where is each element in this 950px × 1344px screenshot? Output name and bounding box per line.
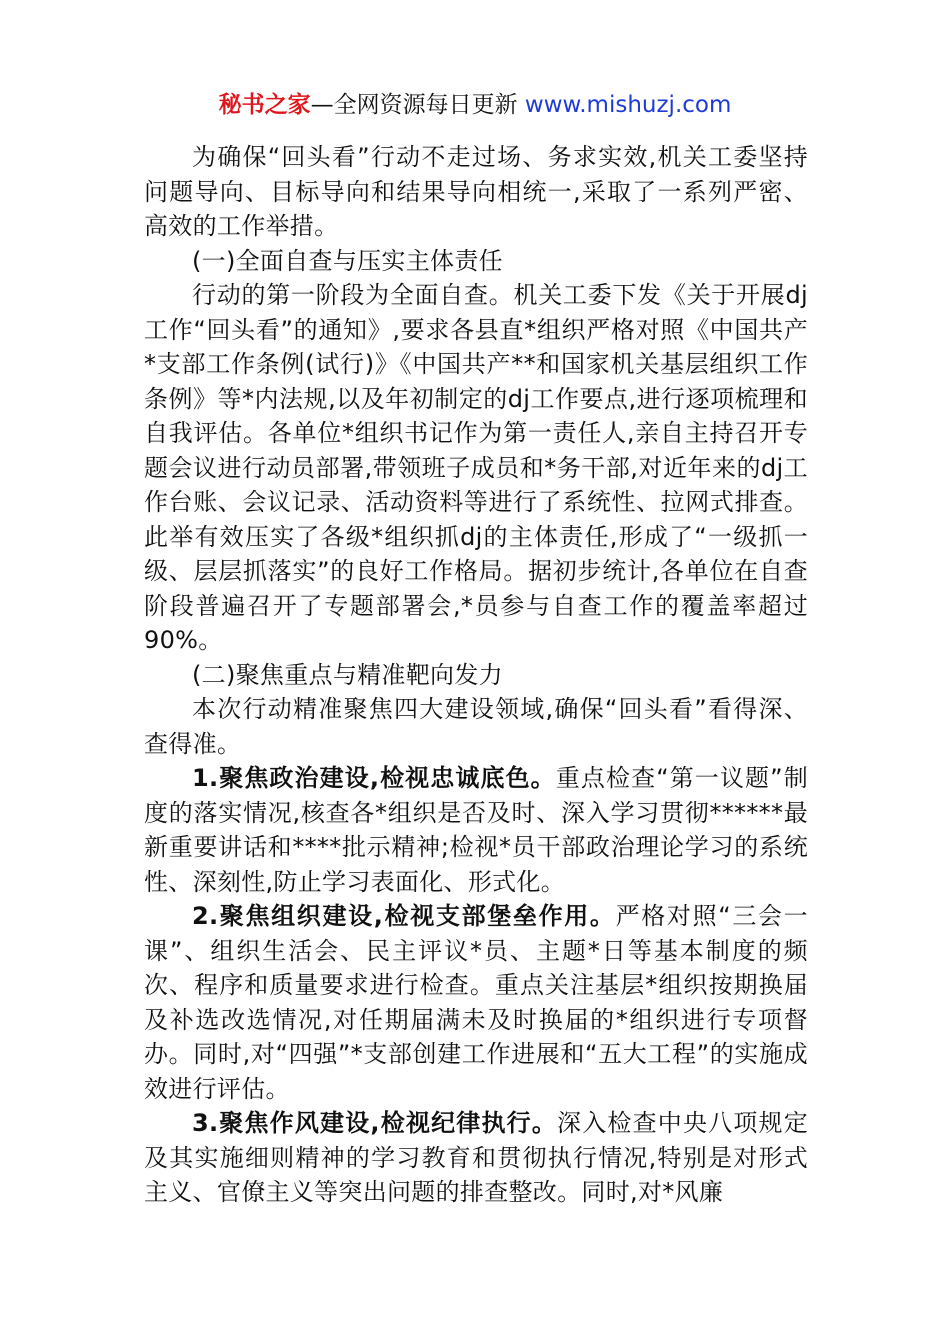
document-body (144, 140, 808, 1210)
paragraph-text: 重点检查“第一议题”制度的落实情况,核查各*组织是否及时、深入学习贯彻******最新重要讲话和****批示精神;检视*员干部政治理论学习的系统性、深刻性,防止学习表面化、形式化。 (144, 764, 809, 896)
paragraph-lead: 2.聚焦组织建设,检视支部堡垒作用。 (192, 902, 616, 930)
page-header (0, 88, 950, 122)
paragraph-text: 严格对照“三会一课”、组织生活会、民主评议*员、主题*日等基本制度的频次、程序和质量要求进行检查。重点关注基层*组织按期换届及补选改选情况,对任期届满未及时换届的*组织进行专项督办。同时,对“四强”*支部创建工作进展和“五大工程”的实施成效进行评估。 (144, 902, 808, 1103)
paragraph-lead: 3.聚焦作风建设,检视纪律执行。 (192, 1109, 558, 1137)
brand-name: 秘书之家 (218, 92, 311, 118)
paragraph-lead: 1.聚焦政治建设,检视忠诚底色。 (192, 764, 556, 792)
paragraph-self-check: 行动的第一阶段为全面自查。机关工委下发《关于开展dj工作“回头看”的通知》,要求各县直*组织严格对照《中国共产*支部工作条例(试行)》《中国共产**和国家机关基层组织工作条例》等*内法规,以及年初制定的dj工作要点,进行逐项梳理和自我评估。各单位*组织书记作为第一责任人,亲自主持召开专题会议进行动员部署,带领班子成员和*务干部,对近年来的dj工作台账、会议记录、活动资料等进行了系统性、拉网式排查。此举有效压实了各级*组织抓dj的主体责任,形成了“一级抓一级、层层抓落实”的良好工作格局。据初步统计,各单位在自查阶段普遍召开了专题部署会,*员参与自查工作的覆盖率超过90%。 (144, 281, 808, 654)
section-heading-1: (一)全面自查与压实主体责任 (192, 246, 503, 275)
paragraph-organization (144, 899, 808, 1106)
paragraph-text: 深入检查中央八项规定及其实施细则精神的学习教育和贯彻执行情况,特别是对形式主义、官僚主义等突出问题的排查整改。同时,对*风廉 (144, 1109, 809, 1206)
paragraph-conduct (144, 1106, 808, 1210)
header-url[interactable]: www.mishuzj.com (524, 92, 732, 118)
paragraph-intro: 为确保“回头看”行动不走过场、务求实效,机关工委坚持问题导向、目标导向和结果导向相统一,采取了一系列严密、高效的工作举措。 (144, 143, 808, 240)
header-tagline: —全网资源每日更新 (310, 92, 525, 118)
paragraph-political (144, 761, 808, 899)
section-heading-2: (二)聚焦重点与精准靶向发力 (192, 660, 503, 689)
paragraph-focus: 本次行动精准聚焦四大建设领域,确保“回头看”看得深、查得准。 (144, 695, 808, 758)
